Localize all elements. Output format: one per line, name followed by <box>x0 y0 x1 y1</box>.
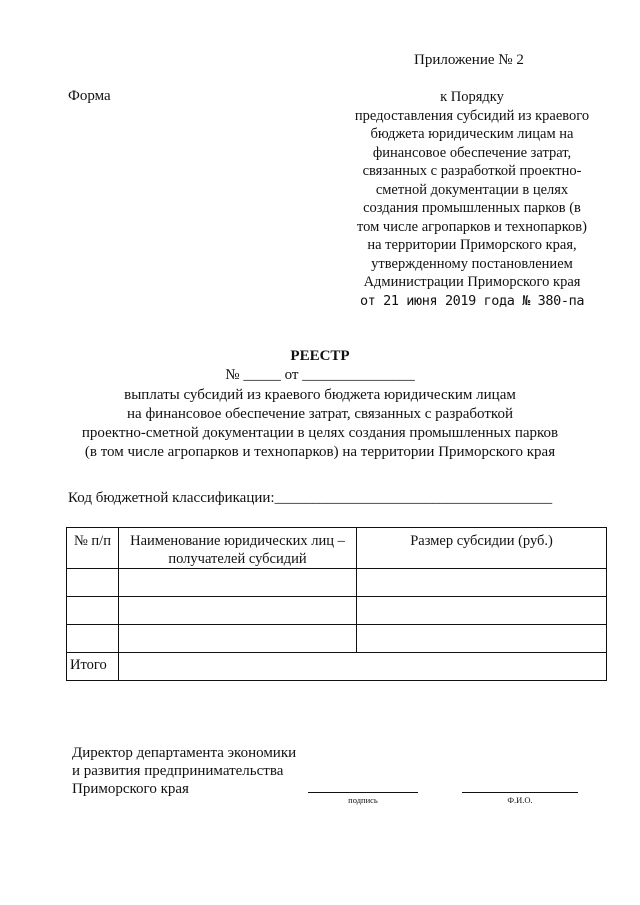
order-ref-line: к Порядку <box>440 89 504 105</box>
header-legal-entity-name: Наименование юридических лиц – получателей субсидий <box>118 528 356 569</box>
signatory-line: Директор департамента экономики <box>72 745 297 761</box>
order-date-stamp: от 21 июня 2019 года № 380-па <box>359 292 585 309</box>
header-number: № п/п <box>67 528 119 569</box>
budget-classification-code-line: Код бюджетной классификации:_____________________________________ <box>68 490 553 506</box>
appendix-number: Приложение № 2 <box>414 52 524 68</box>
signatory-line: и развития предпринимательства <box>72 763 284 779</box>
total-label: Итого <box>67 653 119 681</box>
description-line: выплаты субсидий из краевого бюджета юридическим лицам <box>124 387 516 403</box>
table-cell <box>357 569 607 597</box>
description-line: проектно-сметной документации в целях создания промышленных парков <box>81 425 559 441</box>
table-cell <box>67 569 119 597</box>
order-ref-line: на территории Приморского края, <box>367 237 577 253</box>
signatory-title <box>72 744 296 798</box>
order-ref-line: том числе агропарков и технопарков) <box>357 218 587 235</box>
total-value-cell <box>118 653 606 681</box>
table-row <box>67 569 607 597</box>
full-name-caption: Ф.И.О. <box>507 795 533 805</box>
order-ref-line: предоставления субсидий из краевого <box>354 107 590 124</box>
form-label: Форма <box>68 88 111 104</box>
table-row <box>67 625 607 653</box>
table-total-row <box>67 653 607 681</box>
table-header-row <box>67 528 607 569</box>
order-reference <box>338 88 606 310</box>
order-ref-line: утвержденному постановлением <box>371 255 573 272</box>
table-cell <box>67 597 119 625</box>
table-cell <box>118 597 356 625</box>
order-ref-line: связанных с разработкой проектно- <box>362 163 582 179</box>
order-ref-line: Администрации Приморского края <box>363 274 581 290</box>
signatory-line: Приморского края <box>72 781 189 797</box>
order-ref-line: сметной документации в целях <box>375 181 569 198</box>
registry-table <box>66 527 607 681</box>
signature-line <box>308 792 418 793</box>
table-cell <box>357 625 607 653</box>
table-cell <box>118 569 356 597</box>
registry-number-line: № _____ от _______________ <box>225 367 415 383</box>
full-name-line <box>462 792 578 793</box>
description-line: (в том числе агропарков и технопарков) на территории Приморского края <box>84 444 556 460</box>
order-ref-line: бюджета юридическим лицам на <box>370 126 574 142</box>
table-cell <box>67 625 119 653</box>
order-ref-line: создания промышленных парков (в <box>363 200 581 216</box>
table-row <box>67 597 607 625</box>
table-cell <box>118 625 356 653</box>
registry-description <box>40 386 600 462</box>
description-line: на финансовое обеспечение затрат, связанных с разработкой <box>127 406 513 422</box>
document-title: РЕЕСТР <box>290 348 350 364</box>
signature-caption: подпись <box>348 795 378 805</box>
table-cell <box>357 597 607 625</box>
order-ref-line: финансовое обеспечение затрат, <box>372 144 572 161</box>
header-subsidy-amount: Размер субсидии (руб.) <box>357 528 607 569</box>
